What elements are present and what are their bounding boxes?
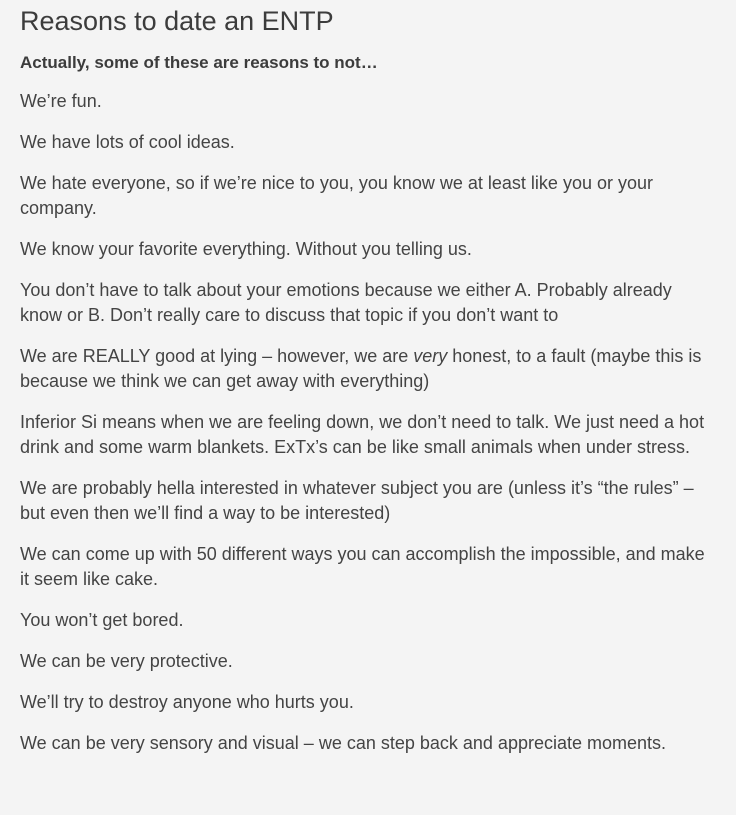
list-item: We can be very protective. — [20, 651, 233, 671]
list-item — [20, 344, 716, 394]
list-item: You won’t get bored. — [20, 610, 184, 630]
list-item: Inferior Si means when we are feeling down, we don’t need to talk. We just need a hot drink and some warm blankets. ExTx’s can be like small animals when under stress. — [20, 412, 705, 457]
list-item: We have lots of cool ideas. — [20, 132, 235, 152]
emphasis-text: very — [413, 346, 448, 366]
article-title: Reasons to date an ENTP — [20, 6, 334, 36]
list-item: You don’t have to talk about your emotions because we either A. Probably already know or B. Don’t really care to discuss that topic if you don’t want to — [20, 280, 672, 325]
list-item: We hate everyone, so if we’re nice to you, you know we at least like you or your company. — [20, 173, 653, 218]
list-item: We’ll try to destroy anyone who hurts you. — [20, 692, 354, 712]
reasons-list — [20, 89, 716, 756]
list-item: We’re fun. — [20, 91, 102, 111]
list-item: We can be very sensory and visual – we can step back and appreciate moments. — [20, 733, 667, 753]
list-item: We know your favorite everything. Without you telling us. — [20, 239, 472, 259]
list-item: We can come up with 50 different ways you can accomplish the impossible, and make it seem like cake. — [20, 544, 705, 589]
list-item-text: honest, to a fault (maybe this is because we think we can get away with everything) — [20, 346, 702, 391]
list-item-text: We are REALLY good at lying – however, we are — [20, 346, 414, 366]
article-subtitle: Actually, some of these are reasons to not… — [20, 53, 378, 72]
list-item: We are probably hella interested in whatever subject you are (unless it’s “the rules” – but even then we’ll find a way to be interested) — [20, 478, 694, 523]
